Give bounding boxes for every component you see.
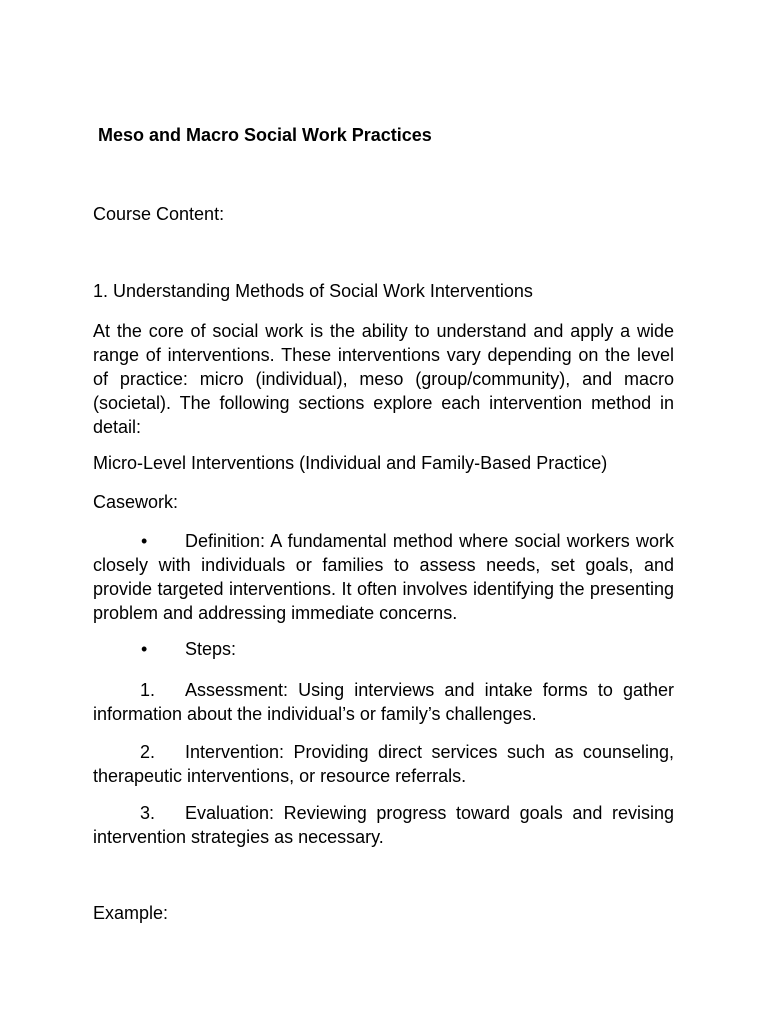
step-text: Assessment: Using interviews and intake forms to gather information about the individual’s or family’s challenges. [93, 680, 674, 724]
step-text: Intervention: Providing direct services such as counseling, therapeutic interventions, or resource referrals. [93, 742, 674, 786]
steps-label: Steps: [185, 639, 237, 659]
document-title: Meso and Macro Social Work Practices [98, 125, 432, 145]
example-label: Example: [93, 903, 169, 923]
step-number: 1. [140, 680, 156, 700]
definition-item [93, 529, 674, 625]
step-item-2 [93, 740, 674, 788]
casework-label: Casework: [93, 492, 179, 512]
steps-item [93, 639, 674, 663]
step-text: Evaluation: Reviewing progress toward goals and revising intervention strategies as necessary. [93, 803, 674, 847]
step-item-3 [93, 801, 674, 849]
course-content-label: Course Content: [93, 204, 225, 224]
bullet-marker: • [141, 639, 148, 659]
step-item-1 [93, 678, 674, 726]
micro-level-heading: Micro-Level Interventions (Individual and Family-Based Practice) [93, 453, 608, 473]
step-number: 2. [140, 742, 156, 762]
intro-paragraph: At the core of social work is the ability to understand and apply a wide range of interventions. These interventions vary depending on the level of practice: micro (individual), meso (group/community), and macro (societal). The following sections explore each intervention method in detail: [93, 321, 674, 437]
section-heading: 1. Understanding Methods of Social Work Interventions [93, 281, 533, 301]
step-number: 3. [140, 803, 156, 823]
bullet-marker: • [141, 531, 148, 551]
definition-text: Definition: A fundamental method where social workers work closely with individuals or families to assess needs, set goals, and provide targeted interventions. It often involves identifying the presenting problem and addressing immediate concerns. [93, 531, 674, 623]
